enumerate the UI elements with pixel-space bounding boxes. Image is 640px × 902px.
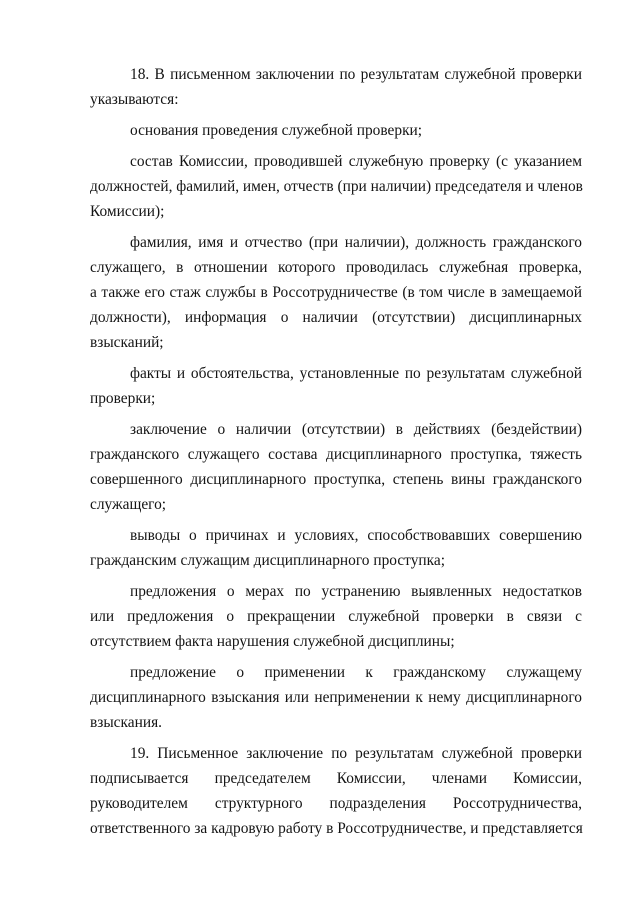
text-line: должности), информация о наличии (отсутствии) дисциплинарных	[90, 309, 582, 326]
text-line: гражданским служащим дисциплинарного проступка;	[90, 552, 445, 569]
text-line: предложение о применении к гражданскому служащему	[130, 664, 582, 681]
text-line: совершенного дисциплинарного проступка, степень вины гражданского	[90, 471, 582, 488]
text-line: факты и обстоятельства, установленные по результатам служебной	[130, 365, 582, 382]
text-line: дисциплинарного взыскания или неприменении к нему дисциплинарного	[90, 689, 582, 706]
text-line: основания проведения служебной проверки;	[130, 122, 423, 139]
text-line: подписывается председателем Комиссии, членами Комиссии,	[90, 770, 582, 787]
text-line: гражданского служащего состава дисциплинарного проступка, тяжесть	[90, 446, 582, 463]
list-item-facts	[90, 361, 582, 411]
text-line: служащего;	[90, 496, 167, 513]
text-line: или предложения о прекращении служебной проверки в связи с	[90, 608, 582, 625]
paragraph-19	[90, 741, 582, 841]
list-item-penalty	[90, 660, 582, 735]
list-item-commission	[90, 149, 582, 224]
list-item-causes	[90, 523, 582, 573]
text-line: а также его стаж службы в Россотрудничестве (в том числе в замещаемой	[90, 284, 582, 301]
paragraph-18-intro	[90, 62, 582, 112]
text-line: отсутствием факта нарушения служебной дисциплины;	[90, 633, 455, 650]
text-line: должностей, фамилий, имен, отчеств (при наличии) председателя и членов	[90, 178, 583, 195]
text-line: Комиссии);	[90, 203, 165, 220]
text-line: выводы о причинах и условиях, способствовавших совершению	[130, 527, 582, 544]
text-line: взыскания.	[90, 714, 162, 731]
list-item-proposals	[90, 579, 582, 654]
text-line: предложения о мерах по устранению выявленных недостатков	[130, 583, 582, 600]
text-line: заключение о наличии (отсутствии) в действиях (бездействии)	[130, 421, 582, 438]
text-line: руководителем структурного подразделения Россотрудничества,	[90, 795, 582, 812]
text-line: служащего, в отношении которого проводилась служебная проверка,	[90, 259, 582, 276]
list-item-employee-info	[90, 230, 582, 355]
text-line: 18. В письменном заключении по результатам служебной проверки	[130, 66, 582, 83]
text-line: ответственного за кадровую работу в Россотрудничестве, и представляется	[90, 820, 583, 837]
text-line: указываются:	[90, 91, 179, 108]
text-line: взысканий;	[90, 334, 164, 351]
text-line: состав Комиссии, проводившей служебную проверку (с указанием	[130, 153, 582, 170]
document-page	[90, 62, 582, 847]
text-line: 19. Письменное заключение по результатам служебной проверки	[130, 745, 582, 762]
list-item-conclusion	[90, 417, 582, 517]
text-line: проверки;	[90, 390, 156, 407]
text-line: фамилия, имя и отчество (при наличии), должность гражданского	[130, 234, 582, 251]
list-item-grounds	[90, 118, 582, 143]
